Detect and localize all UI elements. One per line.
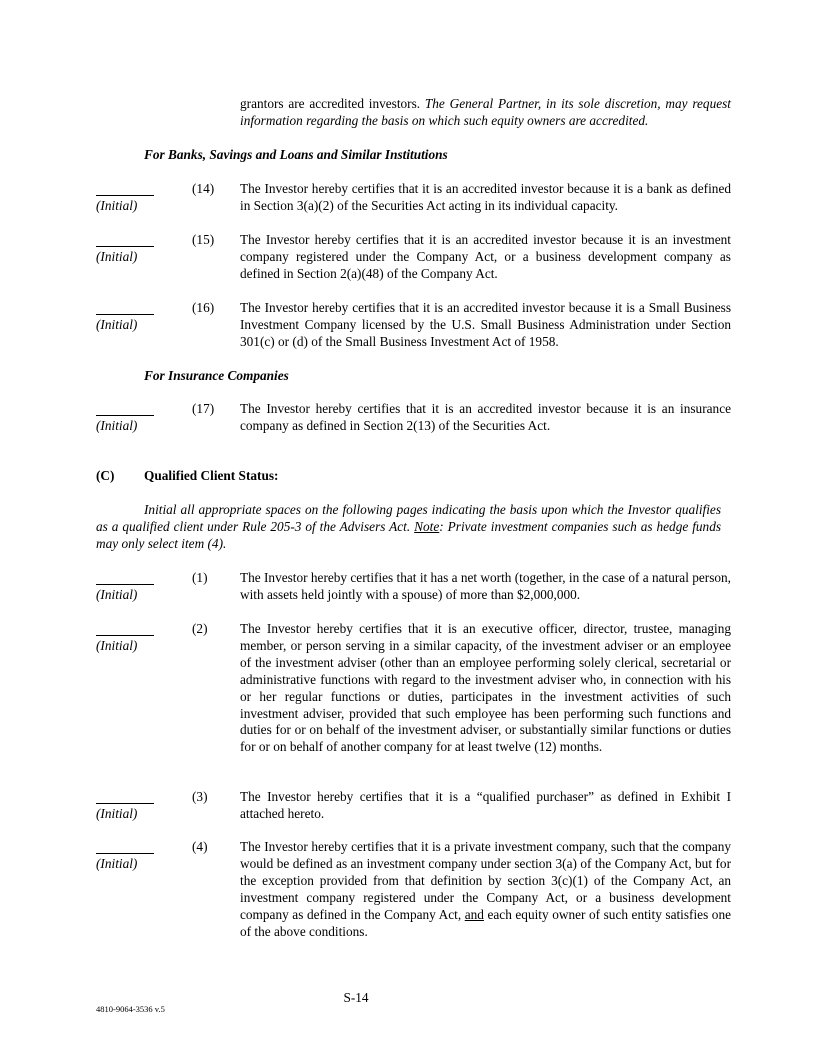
item-number: (3) bbox=[192, 789, 208, 804]
item-text: The Investor hereby certifies that it is an accredited investor because it is a Small Business Investment Company licensed by the U.S. Small Business Administration under Section 301(c) or (d) of the Small Business Investment Act of 1958. bbox=[240, 300, 731, 349]
initial-blank-17[interactable] bbox=[96, 415, 154, 416]
initial-blank-c4[interactable] bbox=[96, 853, 154, 854]
item-number: (4) bbox=[192, 839, 208, 854]
item-text: The Investor hereby certifies that it is an accredited investor because it is an investment company registered under the Company Act, or a business development company as defined in Section 2(a)(48) of the Company Act. bbox=[240, 232, 731, 281]
note-label: Note bbox=[414, 518, 440, 534]
initial-blank-14[interactable] bbox=[96, 195, 154, 196]
section-c-intro bbox=[96, 502, 721, 553]
item-17 bbox=[96, 401, 731, 441]
item-text-part2: each equity owner of such entity satisfies one of the above conditions. bbox=[240, 906, 732, 939]
initial-label: (Initial) bbox=[96, 587, 138, 602]
section-c-note-text: : Private investment companies such as hedge funds may only select item (4). bbox=[96, 518, 722, 551]
and-emphasis: and bbox=[464, 906, 484, 922]
intro-italic-text: The General Partner, in its sole discretion, may request information regarding the basis on which such equity owners are accredited. bbox=[240, 96, 731, 128]
insurance-heading: For Insurance Companies bbox=[144, 368, 289, 383]
initial-label: (Initial) bbox=[96, 317, 138, 332]
item-number: (17) bbox=[192, 401, 215, 416]
item-text bbox=[240, 839, 731, 940]
item-16 bbox=[96, 300, 731, 349]
c-item-4 bbox=[96, 839, 732, 939]
item-number: (1) bbox=[192, 570, 208, 585]
initial-blank-c2[interactable] bbox=[96, 635, 154, 636]
item-text: The Investor hereby certifies that it is an accredited investor because it is a bank as defined in Section 3(a)(2) of the Securities Act acting in its individual capacity. bbox=[240, 181, 731, 213]
item-number: (14) bbox=[192, 181, 215, 196]
item-text: The Investor hereby certifies that it is an accredited investor because it is an insurance company as defined in Section 2(13) of the Securities Act. bbox=[240, 401, 731, 433]
document-id: 4810-9064-3536 v.5 bbox=[96, 1004, 165, 1014]
item-15 bbox=[96, 232, 731, 281]
c-item-1 bbox=[96, 570, 731, 610]
item-number: (16) bbox=[192, 300, 215, 315]
c-item-2 bbox=[96, 621, 731, 755]
initial-label: (Initial) bbox=[96, 638, 138, 653]
c-item-3 bbox=[96, 789, 731, 829]
item-14 bbox=[96, 181, 731, 221]
item-number: (2) bbox=[192, 621, 208, 636]
page-number: S-14 bbox=[343, 990, 369, 1005]
item-number: (15) bbox=[192, 232, 215, 247]
initial-label: (Initial) bbox=[96, 249, 138, 264]
banks-heading: For Banks, Savings and Loans and Similar Institutions bbox=[144, 147, 448, 162]
item-text: The Investor hereby certifies that it is a “qualified purchaser” as defined in Exhibit I attached hereto. bbox=[240, 789, 731, 821]
section-c-label: (C) bbox=[96, 468, 115, 483]
item-text: The Investor hereby certifies that it is an executive officer, director, trustee, managing member, or person serving in a similar capacity, of the investment adviser or an employee of the investment adviser (other than an employee performing solely clerical, secretarial or administrative functions with regard to the investment adviser who, in connection with his or her regular functions or duties, participates in the investment activities of such investment adviser, provided that such employee has been performing such functions and duties for or on behalf of the investment adviser, or substantially similar functions or duties for or on behalf of another company for at least twelve (12) months. bbox=[240, 621, 731, 755]
initial-label: (Initial) bbox=[96, 418, 138, 433]
section-c-title: Qualified Client Status: bbox=[144, 468, 279, 483]
intro-plain-text: grantors are accredited investors. bbox=[240, 96, 421, 111]
initial-blank-c1[interactable] bbox=[96, 584, 154, 585]
section-c-intro-text: Initial all appropriate spaces on the following pages indicating the basis upon which the Investor qualifies as a qualified client under Rule 205-3 of the Advisers Act. bbox=[96, 502, 721, 534]
initial-blank-c3[interactable] bbox=[96, 803, 154, 804]
initial-blank-16[interactable] bbox=[96, 314, 154, 315]
initial-label: (Initial) bbox=[96, 856, 138, 871]
intro-paragraph bbox=[240, 96, 731, 130]
item-text: The Investor hereby certifies that it has a net worth (together, in the case of a natural person, with assets held jointly with a spouse) of more than $2,000,000. bbox=[240, 570, 731, 602]
item-text-part1: The Investor hereby certifies that it is a private investment company, such that the company would be defined as an investment company under section 3(a) of the Company Act, but for the exception provided from that definition by section 3(c)(1) of the Company Act, an investment company registered under the Company Act, or a business development company as defined in the Company Act, bbox=[240, 839, 731, 922]
initial-label: (Initial) bbox=[96, 806, 138, 821]
initial-label: (Initial) bbox=[96, 198, 138, 213]
initial-blank-15[interactable] bbox=[96, 246, 154, 247]
